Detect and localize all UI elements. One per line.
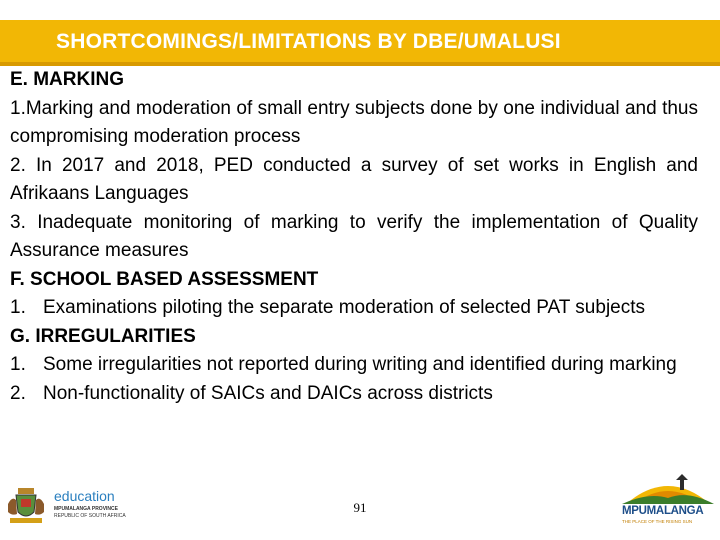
list-item: 2. In 2017 and 2018, PED conducted a survey of set works in English and Afrikaans Languages xyxy=(10,154,698,204)
page-number: 91 xyxy=(353,500,367,515)
list-text: Some irregularities not reported during writing and identified during marking xyxy=(43,354,677,375)
list-text: Non-functionality of SAICs and DAICs across districts xyxy=(43,382,493,404)
education-wordmark: education xyxy=(54,488,115,504)
province-label: MPUMALANGA PROVINCE xyxy=(54,506,118,512)
list-text: Examinations piloting the separate moderation of selected PAT subjects xyxy=(43,297,646,318)
section-heading-marking: E. MARKING xyxy=(10,69,124,90)
mpumalanga-wordmark: MPUMALANGA xyxy=(622,505,704,517)
list-item xyxy=(10,294,698,323)
title-bar xyxy=(0,20,720,66)
rising-sun-icon xyxy=(618,470,718,506)
list-number: 1. xyxy=(10,297,26,318)
section-heading-sba: F. SCHOOL BASED ASSESSMENT xyxy=(10,268,319,290)
country-label: REPUBLIC OF SOUTH AFRICA xyxy=(54,513,126,519)
section-heading-irregularities: G. IRREGULARITIES xyxy=(10,325,196,347)
list-item: 1.Marking and moderation of small entry subjects done by one individual and thus compromising moderation process xyxy=(10,97,698,147)
list-item: 3. Inadequate monitoring of marking to verify the implementation of Quality Assurance measures xyxy=(10,211,698,261)
list-number: 2. xyxy=(10,382,26,404)
mpumalanga-tagline: THE PLACE OF THE RISING SUN xyxy=(622,519,693,524)
slide-content xyxy=(10,66,698,408)
mpumalanga-logo xyxy=(618,470,718,530)
list-item xyxy=(10,351,698,380)
slide-title: SHORTCOMINGS/LIMITATIONS BY DBE/UMALUSI xyxy=(56,30,561,53)
list-item xyxy=(10,380,698,409)
list-number: 1. xyxy=(10,354,26,375)
